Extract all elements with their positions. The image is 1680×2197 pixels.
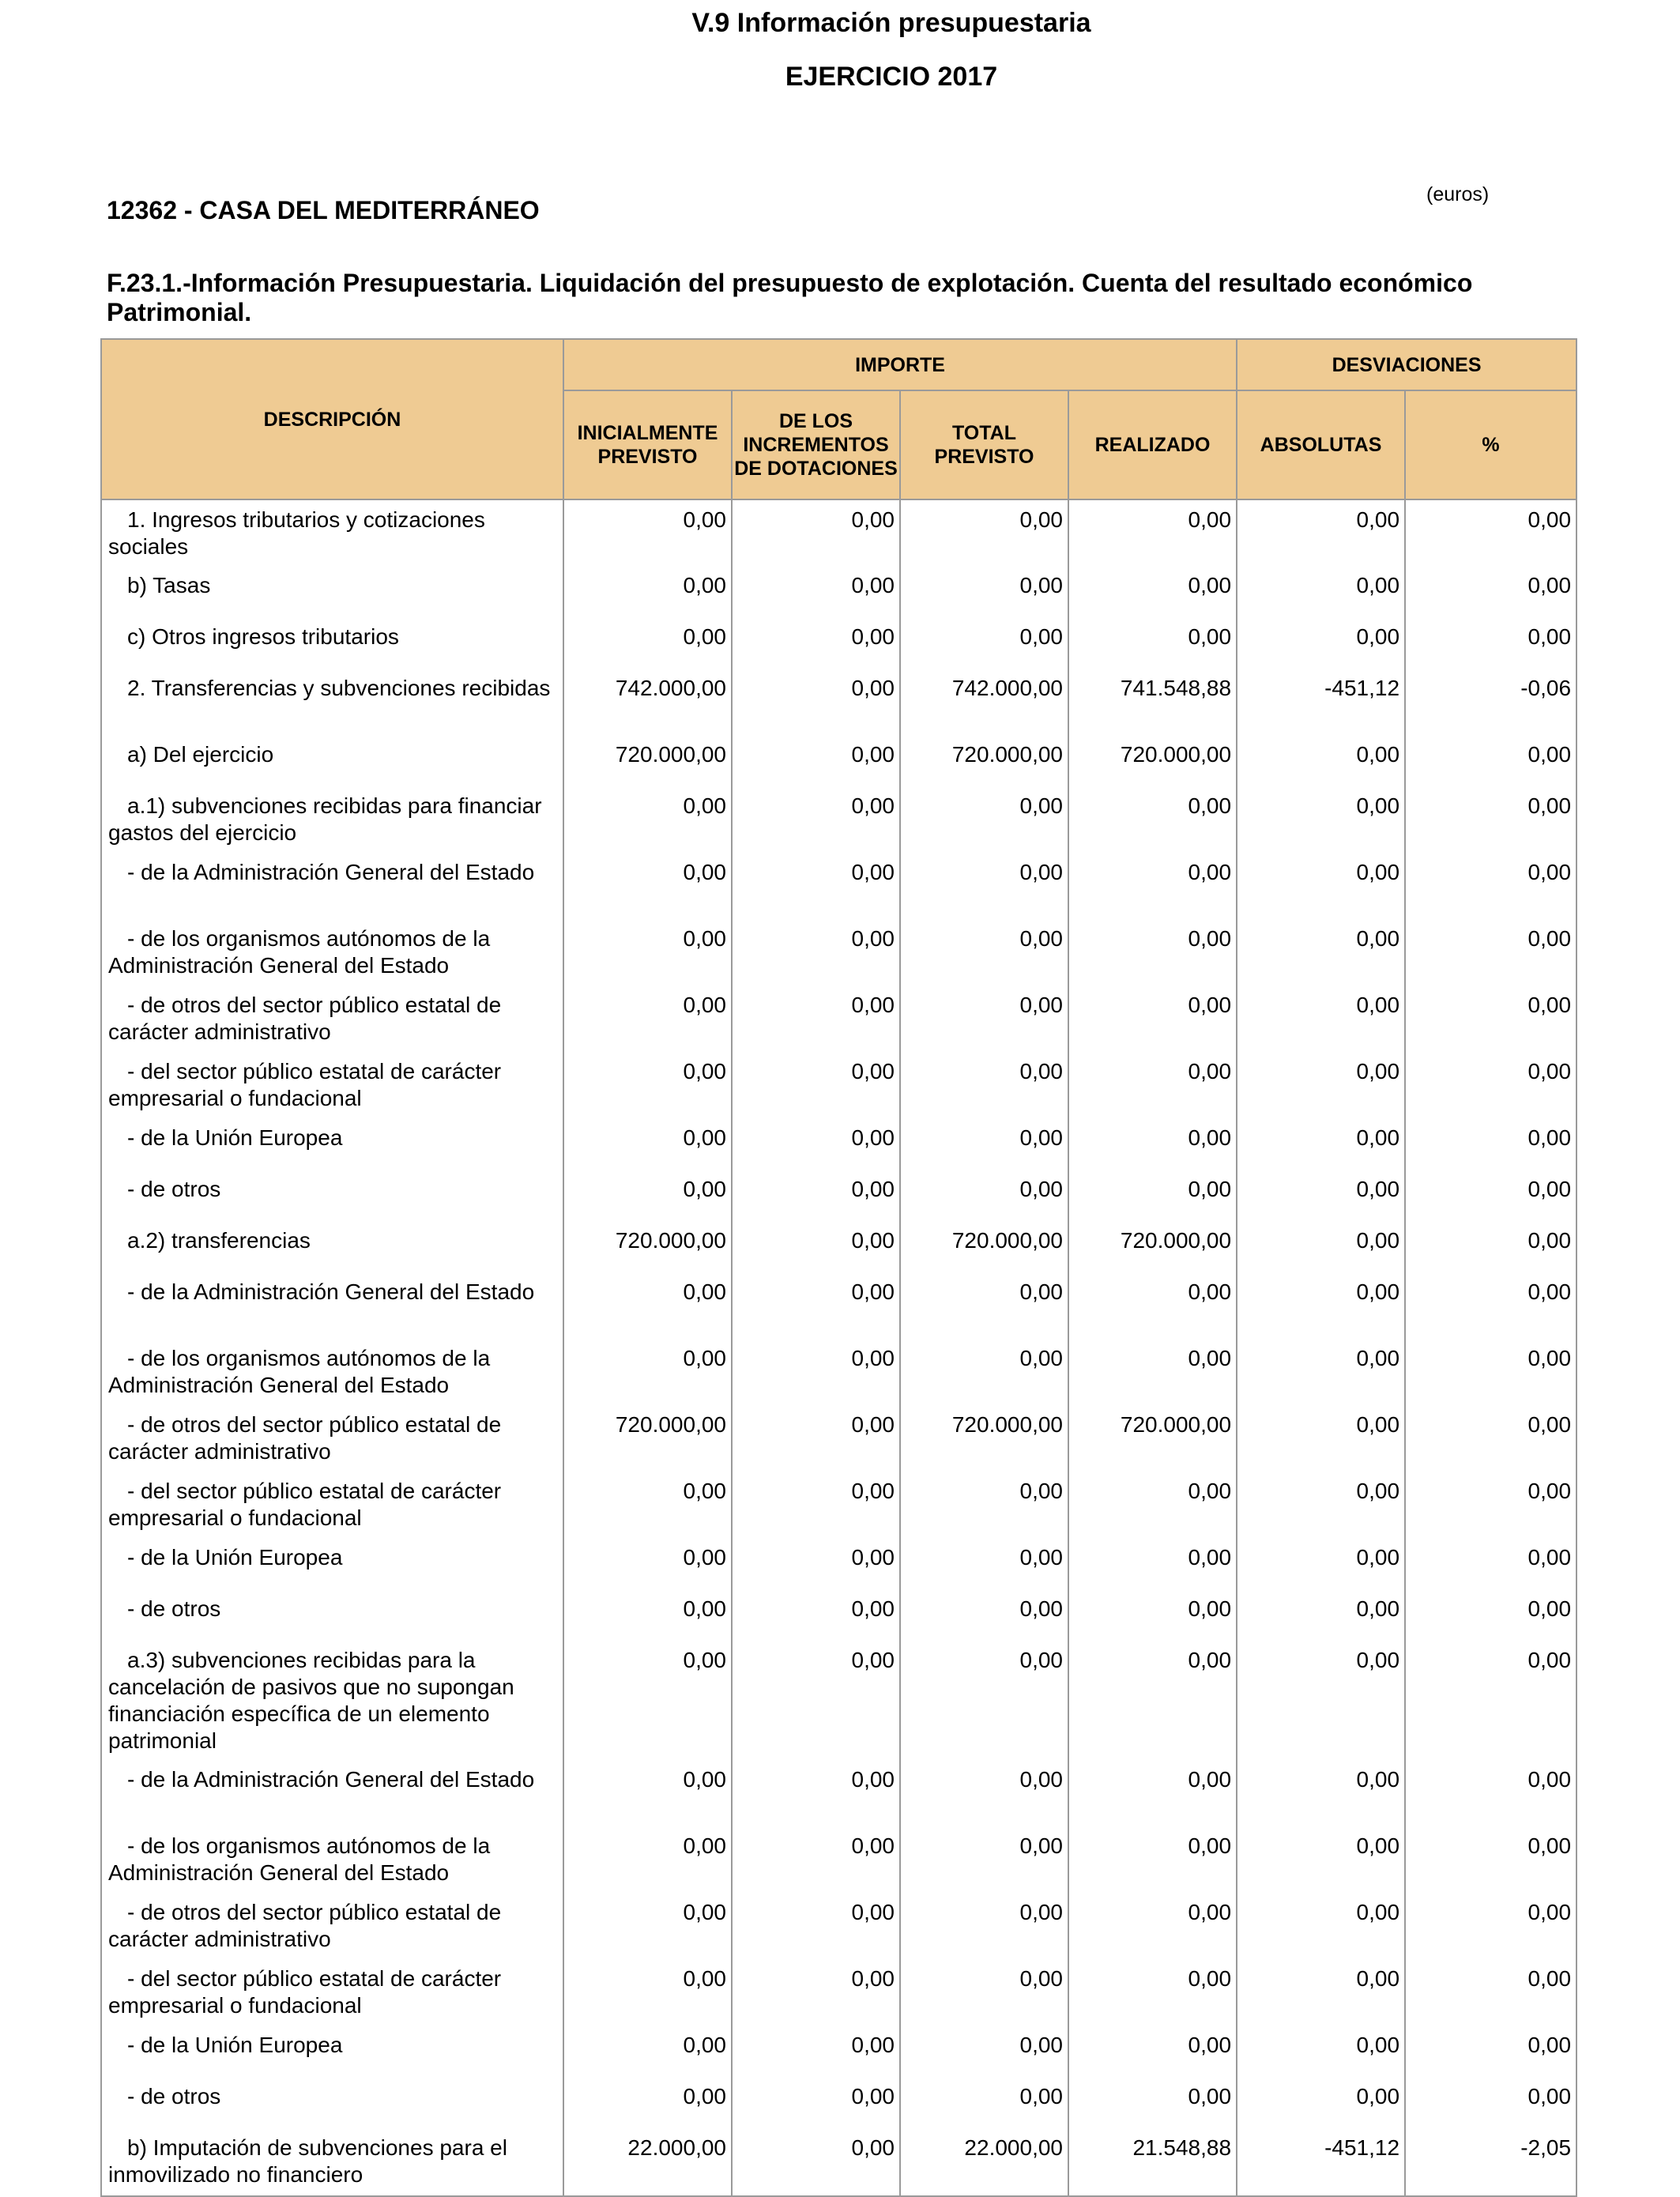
row-description xyxy=(101,1826,563,1893)
cell-realizado: 0,00 xyxy=(1068,2026,1237,2077)
table-row xyxy=(101,853,1576,919)
cell-realizado: 0,00 xyxy=(1068,1826,1237,1893)
cell-inicialmente-previsto: 0,00 xyxy=(563,1538,732,1589)
cell-inicialmente-previsto: 0,00 xyxy=(563,1339,732,1405)
table-row xyxy=(101,1538,1576,1589)
cell-absolutas: 0,00 xyxy=(1237,2077,1405,2128)
cell-realizado: 21.548,88 xyxy=(1068,2128,1237,2196)
cell-porcentaje: 0,00 xyxy=(1405,566,1576,617)
cell-porcentaje: 0,00 xyxy=(1405,853,1576,919)
cell-absolutas: 0,00 xyxy=(1237,853,1405,919)
row-description xyxy=(101,1641,563,1760)
cell-absolutas: -451,12 xyxy=(1237,2128,1405,2196)
cell-porcentaje: 0,00 xyxy=(1405,1959,1576,2026)
cell-porcentaje: 0,00 xyxy=(1405,2026,1576,2077)
table-row xyxy=(101,1170,1576,1221)
row-description-text: - de otros xyxy=(127,1596,221,1621)
cell-total-previsto: 0,00 xyxy=(900,1052,1068,1118)
cell-realizado: 720.000,00 xyxy=(1068,735,1237,786)
cell-total-previsto: 22.000,00 xyxy=(900,2128,1068,2196)
cell-inicialmente-previsto: 0,00 xyxy=(563,2026,732,2077)
cell-realizado: 741.548,88 xyxy=(1068,669,1237,735)
cell-porcentaje: 0,00 xyxy=(1405,499,1576,566)
cell-total-previsto: 0,00 xyxy=(900,2077,1068,2128)
header-realizado: REALIZADO xyxy=(1068,390,1237,499)
table-row xyxy=(101,499,1576,566)
cell-inicialmente-previsto: 0,00 xyxy=(563,1052,732,1118)
cell-realizado: 0,00 xyxy=(1068,1272,1237,1339)
cell-realizado: 0,00 xyxy=(1068,1760,1237,1826)
row-description xyxy=(101,617,563,669)
table-row xyxy=(101,617,1576,669)
row-description-text: - de otros xyxy=(127,2084,221,2108)
cell-porcentaje: 0,00 xyxy=(1405,1405,1576,1472)
cell-total-previsto: 0,00 xyxy=(900,1760,1068,1826)
header-porcentaje: % xyxy=(1405,390,1576,499)
cell-inicialmente-previsto: 0,00 xyxy=(563,786,732,853)
table-row xyxy=(101,786,1576,853)
cell-realizado: 0,00 xyxy=(1068,1118,1237,1170)
table-row xyxy=(101,1118,1576,1170)
row-description xyxy=(101,499,563,566)
table-row xyxy=(101,2128,1576,2196)
row-description xyxy=(101,1339,563,1405)
row-description xyxy=(101,1589,563,1641)
cell-total-previsto: 0,00 xyxy=(900,1893,1068,1959)
cell-incrementos: 0,00 xyxy=(732,2026,900,2077)
cell-porcentaje: 0,00 xyxy=(1405,1893,1576,1959)
cell-absolutas: 0,00 xyxy=(1237,985,1405,1052)
row-description-text: - de otros del sector público estatal de carácter administrativo xyxy=(108,1900,502,1951)
cell-incrementos: 0,00 xyxy=(732,669,900,735)
cell-incrementos: 0,00 xyxy=(732,735,900,786)
row-description xyxy=(101,2026,563,2077)
row-description-text: 2. Transferencias y subvenciones recibidas xyxy=(127,676,551,700)
cell-inicialmente-previsto: 720.000,00 xyxy=(563,735,732,786)
cell-incrementos: 0,00 xyxy=(732,1339,900,1405)
row-description-text: a.1) subvenciones recibidas para financiar gastos del ejercicio xyxy=(108,793,542,845)
cell-realizado: 0,00 xyxy=(1068,1170,1237,1221)
row-description xyxy=(101,1118,563,1170)
cell-absolutas: 0,00 xyxy=(1237,1339,1405,1405)
cell-inicialmente-previsto: 0,00 xyxy=(563,499,732,566)
cell-porcentaje: 0,00 xyxy=(1405,919,1576,985)
table-row xyxy=(101,1826,1576,1893)
row-description xyxy=(101,1760,563,1826)
cell-absolutas: 0,00 xyxy=(1237,1052,1405,1118)
cell-inicialmente-previsto: 22.000,00 xyxy=(563,2128,732,2196)
cell-porcentaje: 0,00 xyxy=(1405,1589,1576,1641)
cell-porcentaje: -2,05 xyxy=(1405,2128,1576,2196)
cell-absolutas: 0,00 xyxy=(1237,1472,1405,1538)
cell-realizado: 0,00 xyxy=(1068,786,1237,853)
cell-total-previsto: 0,00 xyxy=(900,566,1068,617)
cell-absolutas: 0,00 xyxy=(1237,1221,1405,1272)
table-row xyxy=(101,1641,1576,1760)
header-importe: IMPORTE xyxy=(563,339,1237,390)
row-description-text: a.2) transferencias xyxy=(127,1228,311,1253)
cell-inicialmente-previsto: 742.000,00 xyxy=(563,669,732,735)
row-description xyxy=(101,735,563,786)
cell-total-previsto: 0,00 xyxy=(900,1339,1068,1405)
row-description xyxy=(101,985,563,1052)
cell-total-previsto: 0,00 xyxy=(900,1826,1068,1893)
row-description-text: - de otros del sector público estatal de carácter administrativo xyxy=(108,993,502,1044)
table-row xyxy=(101,1959,1576,2026)
row-description-text: a) Del ejercicio xyxy=(127,742,274,767)
cell-total-previsto: 0,00 xyxy=(900,1472,1068,1538)
row-description xyxy=(101,1405,563,1472)
entity-name: 12362 - CASA DEL MEDITERRÁNEO xyxy=(107,196,540,224)
cell-absolutas: 0,00 xyxy=(1237,1641,1405,1760)
cell-incrementos: 0,00 xyxy=(732,1538,900,1589)
cell-incrementos: 0,00 xyxy=(732,786,900,853)
cell-porcentaje: -0,06 xyxy=(1405,669,1576,735)
row-description-text: - de la Administración General del Estado xyxy=(127,1767,535,1792)
document-subtitle: EJERCICIO 2017 xyxy=(785,62,998,92)
table-row xyxy=(101,1052,1576,1118)
row-description-text: - de los organismos autónomos de la Administración General del Estado xyxy=(108,1833,491,1885)
row-description-text: - del sector público estatal de carácter empresarial o fundacional xyxy=(108,1479,502,1530)
cell-inicialmente-previsto: 0,00 xyxy=(563,1170,732,1221)
cell-incrementos: 0,00 xyxy=(732,566,900,617)
cell-porcentaje: 0,00 xyxy=(1405,1339,1576,1405)
cell-inicialmente-previsto: 720.000,00 xyxy=(563,1221,732,1272)
row-description-text: - de los organismos autónomos de la Administración General del Estado xyxy=(108,926,491,978)
cell-absolutas: 0,00 xyxy=(1237,1589,1405,1641)
cell-inicialmente-previsto: 0,00 xyxy=(563,1826,732,1893)
cell-total-previsto: 0,00 xyxy=(900,919,1068,985)
cell-incrementos: 0,00 xyxy=(732,1959,900,2026)
row-description-text: - del sector público estatal de carácter empresarial o fundacional xyxy=(108,1059,502,1110)
cell-inicialmente-previsto: 0,00 xyxy=(563,1893,732,1959)
table-row xyxy=(101,1589,1576,1641)
cell-realizado: 0,00 xyxy=(1068,499,1237,566)
cell-absolutas: 0,00 xyxy=(1237,919,1405,985)
cell-inicialmente-previsto: 0,00 xyxy=(563,1118,732,1170)
cell-inicialmente-previsto: 0,00 xyxy=(563,853,732,919)
table-row xyxy=(101,1272,1576,1339)
row-description xyxy=(101,1959,563,2026)
cell-incrementos: 0,00 xyxy=(732,1472,900,1538)
cell-incrementos: 0,00 xyxy=(732,1118,900,1170)
cell-absolutas: 0,00 xyxy=(1237,1959,1405,2026)
cell-porcentaje: 0,00 xyxy=(1405,1538,1576,1589)
units-label: (euros) xyxy=(1426,183,1490,205)
cell-inicialmente-previsto: 0,00 xyxy=(563,617,732,669)
cell-porcentaje: 0,00 xyxy=(1405,1052,1576,1118)
cell-porcentaje: 0,00 xyxy=(1405,1118,1576,1170)
cell-realizado: 720.000,00 xyxy=(1068,1405,1237,1472)
table-row xyxy=(101,1760,1576,1826)
cell-porcentaje: 0,00 xyxy=(1405,1826,1576,1893)
cell-total-previsto: 0,00 xyxy=(900,2026,1068,2077)
cell-incrementos: 0,00 xyxy=(732,1760,900,1826)
table-row xyxy=(101,1221,1576,1272)
cell-inicialmente-previsto: 0,00 xyxy=(563,985,732,1052)
cell-realizado: 0,00 xyxy=(1068,985,1237,1052)
row-description xyxy=(101,786,563,853)
cell-inicialmente-previsto: 0,00 xyxy=(563,2077,732,2128)
cell-porcentaje: 0,00 xyxy=(1405,1170,1576,1221)
row-description xyxy=(101,919,563,985)
cell-absolutas: 0,00 xyxy=(1237,1405,1405,1472)
cell-total-previsto: 0,00 xyxy=(900,1589,1068,1641)
cell-absolutas: 0,00 xyxy=(1237,1826,1405,1893)
cell-absolutas: 0,00 xyxy=(1237,1760,1405,1826)
row-description-text: b) Tasas xyxy=(127,573,211,597)
cell-porcentaje: 0,00 xyxy=(1405,1221,1576,1272)
cell-realizado: 0,00 xyxy=(1068,1052,1237,1118)
header-desviaciones: DESVIACIONES xyxy=(1237,339,1576,390)
cell-incrementos: 0,00 xyxy=(732,499,900,566)
cell-inicialmente-previsto: 0,00 xyxy=(563,1472,732,1538)
section-title: F.23.1.-Información Presupuestaria. Liquidación del presupuesto de explotación. Cuenta del resultado económico Patrimonial. xyxy=(107,269,1473,326)
row-description xyxy=(101,1893,563,1959)
cell-incrementos: 0,00 xyxy=(732,985,900,1052)
cell-absolutas: -451,12 xyxy=(1237,669,1405,735)
cell-total-previsto: 0,00 xyxy=(900,1641,1068,1760)
cell-total-previsto: 0,00 xyxy=(900,853,1068,919)
cell-porcentaje: 0,00 xyxy=(1405,985,1576,1052)
cell-absolutas: 0,00 xyxy=(1237,1170,1405,1221)
cell-incrementos: 0,00 xyxy=(732,2128,900,2196)
cell-porcentaje: 0,00 xyxy=(1405,1272,1576,1339)
row-description xyxy=(101,853,563,919)
row-description-text: - de la Administración General del Estado xyxy=(127,1279,535,1304)
row-description xyxy=(101,1538,563,1589)
row-description xyxy=(101,1170,563,1221)
cell-absolutas: 0,00 xyxy=(1237,566,1405,617)
cell-absolutas: 0,00 xyxy=(1237,617,1405,669)
row-description-text: - de la Administración General del Estado xyxy=(127,860,535,884)
cell-incrementos: 0,00 xyxy=(732,1589,900,1641)
cell-absolutas: 0,00 xyxy=(1237,1893,1405,1959)
row-description xyxy=(101,2077,563,2128)
cell-incrementos: 0,00 xyxy=(732,1893,900,1959)
table-row xyxy=(101,2026,1576,2077)
cell-total-previsto: 720.000,00 xyxy=(900,1221,1068,1272)
cell-realizado: 0,00 xyxy=(1068,2077,1237,2128)
cell-porcentaje: 0,00 xyxy=(1405,1472,1576,1538)
cell-realizado: 0,00 xyxy=(1068,1538,1237,1589)
row-description-text: - de la Unión Europea xyxy=(127,2033,343,2057)
cell-incrementos: 0,00 xyxy=(732,853,900,919)
row-description xyxy=(101,1472,563,1538)
cell-realizado: 0,00 xyxy=(1068,1472,1237,1538)
table-row xyxy=(101,985,1576,1052)
row-description-text: - de la Unión Europea xyxy=(127,1545,343,1570)
row-description xyxy=(101,1272,563,1339)
row-description-text: c) Otros ingresos tributarios xyxy=(127,624,399,649)
cell-realizado: 0,00 xyxy=(1068,566,1237,617)
cell-porcentaje: 0,00 xyxy=(1405,1760,1576,1826)
cell-incrementos: 0,00 xyxy=(732,617,900,669)
table-row xyxy=(101,1405,1576,1472)
header-inicialmente-previsto: INICIALMENTE PREVISTO xyxy=(563,390,732,499)
table-row xyxy=(101,1339,1576,1405)
cell-porcentaje: 0,00 xyxy=(1405,617,1576,669)
cell-total-previsto: 0,00 xyxy=(900,1118,1068,1170)
cell-incrementos: 0,00 xyxy=(732,1272,900,1339)
cell-realizado: 0,00 xyxy=(1068,853,1237,919)
header-row-1 xyxy=(101,339,1576,390)
row-description-text: - de la Unión Europea xyxy=(127,1125,343,1150)
cell-incrementos: 0,00 xyxy=(732,1170,900,1221)
cell-absolutas: 0,00 xyxy=(1237,2026,1405,2077)
cell-realizado: 0,00 xyxy=(1068,919,1237,985)
header-absolutas: ABSOLUTAS xyxy=(1237,390,1405,499)
cell-porcentaje: 0,00 xyxy=(1405,1641,1576,1760)
cell-realizado: 0,00 xyxy=(1068,1893,1237,1959)
row-description-text: - de los organismos autónomos de la Administración General del Estado xyxy=(108,1346,491,1397)
cell-total-previsto: 742.000,00 xyxy=(900,669,1068,735)
cell-incrementos: 0,00 xyxy=(732,1826,900,1893)
row-description xyxy=(101,2128,563,2196)
row-description xyxy=(101,669,563,735)
cell-incrementos: 0,00 xyxy=(732,2077,900,2128)
row-description xyxy=(101,1221,563,1272)
cell-absolutas: 0,00 xyxy=(1237,1538,1405,1589)
cell-total-previsto: 0,00 xyxy=(900,499,1068,566)
cell-incrementos: 0,00 xyxy=(732,1641,900,1760)
row-description-text: a.3) subvenciones recibidas para la cancelación de pasivos que no supongan financiación específica de un elemento patrimonial xyxy=(108,1648,514,1753)
cell-total-previsto: 0,00 xyxy=(900,1538,1068,1589)
cell-realizado: 720.000,00 xyxy=(1068,1221,1237,1272)
cell-incrementos: 0,00 xyxy=(732,1405,900,1472)
table-row xyxy=(101,919,1576,985)
cell-total-previsto: 0,00 xyxy=(900,985,1068,1052)
cell-absolutas: 0,00 xyxy=(1237,786,1405,853)
cell-realizado: 0,00 xyxy=(1068,617,1237,669)
cell-porcentaje: 0,00 xyxy=(1405,735,1576,786)
row-description-text: - de otros xyxy=(127,1177,221,1201)
row-description-text: - de otros del sector público estatal de carácter administrativo xyxy=(108,1412,502,1464)
cell-absolutas: 0,00 xyxy=(1237,735,1405,786)
cell-inicialmente-previsto: 0,00 xyxy=(563,1589,732,1641)
cell-total-previsto: 0,00 xyxy=(900,1170,1068,1221)
cell-realizado: 0,00 xyxy=(1068,1589,1237,1641)
document-title: V.9 Información presupuestaria xyxy=(691,8,1091,38)
cell-porcentaje: 0,00 xyxy=(1405,2077,1576,2128)
table-row xyxy=(101,2077,1576,2128)
header-incrementos: DE LOS INCREMENTOS DE DOTACIONES xyxy=(732,390,900,499)
cell-total-previsto: 720.000,00 xyxy=(900,735,1068,786)
cell-incrementos: 0,00 xyxy=(732,919,900,985)
cell-inicialmente-previsto: 0,00 xyxy=(563,1959,732,2026)
cell-absolutas: 0,00 xyxy=(1237,499,1405,566)
cell-inicialmente-previsto: 720.000,00 xyxy=(563,1405,732,1472)
table-row xyxy=(101,735,1576,786)
header-descripcion: DESCRIPCIÓN xyxy=(101,339,563,499)
row-description xyxy=(101,566,563,617)
budget-table xyxy=(100,338,1577,2197)
table-row xyxy=(101,1472,1576,1538)
header-total-previsto: TOTAL PREVISTO xyxy=(900,390,1068,499)
cell-absolutas: 0,00 xyxy=(1237,1272,1405,1339)
cell-inicialmente-previsto: 0,00 xyxy=(563,919,732,985)
cell-inicialmente-previsto: 0,00 xyxy=(563,1641,732,1760)
cell-total-previsto: 0,00 xyxy=(900,786,1068,853)
row-description xyxy=(101,1052,563,1118)
row-description-text: b) Imputación de subvenciones para el inmovilizado no financiero xyxy=(108,2135,507,2187)
table-row xyxy=(101,566,1576,617)
budget-table-body xyxy=(101,499,1576,2196)
table-row xyxy=(101,1893,1576,1959)
cell-total-previsto: 0,00 xyxy=(900,1959,1068,2026)
cell-total-previsto: 0,00 xyxy=(900,617,1068,669)
cell-realizado: 0,00 xyxy=(1068,1641,1237,1760)
cell-incrementos: 0,00 xyxy=(732,1052,900,1118)
cell-realizado: 0,00 xyxy=(1068,1339,1237,1405)
cell-total-previsto: 0,00 xyxy=(900,1272,1068,1339)
cell-inicialmente-previsto: 0,00 xyxy=(563,566,732,617)
cell-realizado: 0,00 xyxy=(1068,1959,1237,2026)
cell-porcentaje: 0,00 xyxy=(1405,786,1576,853)
cell-inicialmente-previsto: 0,00 xyxy=(563,1760,732,1826)
cell-inicialmente-previsto: 0,00 xyxy=(563,1272,732,1339)
cell-incrementos: 0,00 xyxy=(732,1221,900,1272)
cell-total-previsto: 720.000,00 xyxy=(900,1405,1068,1472)
table-row xyxy=(101,669,1576,735)
cell-absolutas: 0,00 xyxy=(1237,1118,1405,1170)
row-description-text: - del sector público estatal de carácter empresarial o fundacional xyxy=(108,1966,502,2018)
row-description-text: 1. Ingresos tributarios y cotizaciones sociales xyxy=(108,507,485,559)
